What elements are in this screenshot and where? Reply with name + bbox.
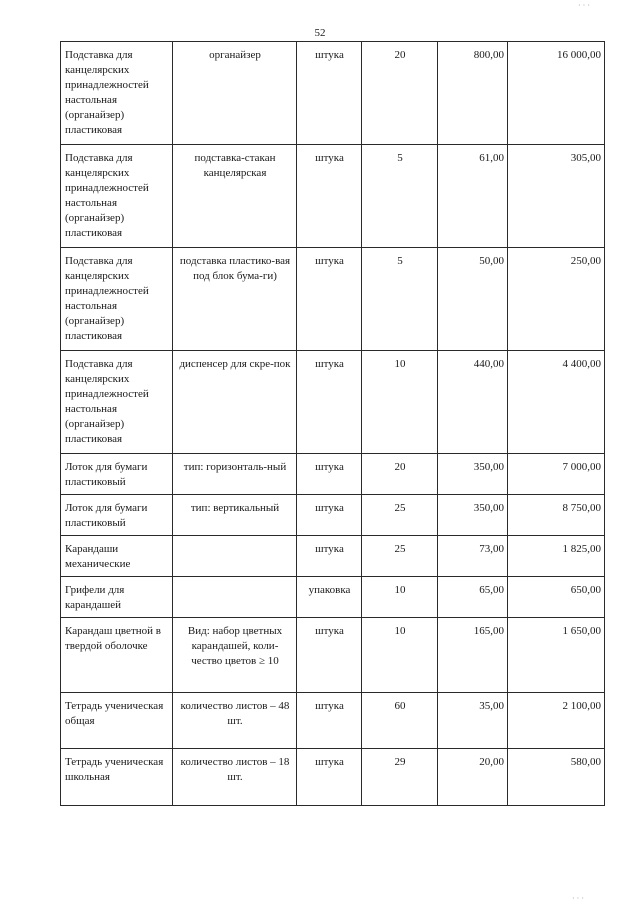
item-qty-cell: 25: [362, 495, 438, 536]
item-qty-cell: 20: [362, 42, 438, 145]
item-spec-cell: количество листов – 18 шт.: [173, 749, 297, 806]
item-qty-cell: 10: [362, 351, 438, 454]
item-name-cell: Карандаши механические: [61, 536, 173, 577]
table-row: [61, 145, 605, 248]
table-row: [61, 351, 605, 454]
table-row: [61, 693, 605, 749]
item-spec-cell: [173, 536, 297, 577]
item-price-cell: 65,00: [438, 577, 508, 618]
item-price-cell: 350,00: [438, 454, 508, 495]
item-unit-cell: штука: [297, 536, 362, 577]
table-row: [61, 749, 605, 806]
item-unit-cell: штука: [297, 693, 362, 749]
item-price-cell: 73,00: [438, 536, 508, 577]
item-qty-cell: 60: [362, 693, 438, 749]
item-price-cell: 61,00: [438, 145, 508, 248]
item-price-cell: 350,00: [438, 495, 508, 536]
item-total-cell: 1 650,00: [508, 618, 605, 693]
table-row: [61, 454, 605, 495]
item-spec-cell: подставка-стакан канцелярская: [173, 145, 297, 248]
table-row: [61, 536, 605, 577]
item-total-cell: 8 750,00: [508, 495, 605, 536]
item-name-cell: Грифели для карандашей: [61, 577, 173, 618]
item-qty-cell: 5: [362, 248, 438, 351]
item-unit-cell: упаковка: [297, 577, 362, 618]
item-unit-cell: штука: [297, 454, 362, 495]
item-name-cell: Подставка для канцелярских принадлежностей настольная (органайзер) пластиковая: [61, 42, 173, 145]
item-unit-cell: штука: [297, 495, 362, 536]
item-name-cell: Лоток для бумаги пластиковый: [61, 495, 173, 536]
table-row: [61, 495, 605, 536]
item-qty-cell: 29: [362, 749, 438, 806]
item-total-cell: 1 825,00: [508, 536, 605, 577]
item-unit-cell: штука: [297, 618, 362, 693]
table-row: [61, 577, 605, 618]
scan-mark-bottom: · · ·: [572, 894, 584, 903]
table-row: [61, 618, 605, 693]
item-total-cell: 7 000,00: [508, 454, 605, 495]
item-spec-cell: Вид: набор цветных карандашей, коли-чество цветов ≥ 10: [173, 618, 297, 693]
item-name-cell: Карандаш цветной в твердой оболочке: [61, 618, 173, 693]
scan-mark-top: · · ·: [578, 1, 590, 10]
item-total-cell: 650,00: [508, 577, 605, 618]
item-unit-cell: штука: [297, 248, 362, 351]
item-total-cell: 4 400,00: [508, 351, 605, 454]
item-name-cell: Подставка для канцелярских принадлежностей настольная (органайзер) пластиковая: [61, 351, 173, 454]
item-total-cell: 2 100,00: [508, 693, 605, 749]
item-total-cell: 305,00: [508, 145, 605, 248]
item-name-cell: Лоток для бумаги пластиковый: [61, 454, 173, 495]
table-row: [61, 248, 605, 351]
item-name-cell: Подставка для канцелярских принадлежностей настольная (органайзер) пластиковая: [61, 248, 173, 351]
procurement-table: [60, 41, 605, 806]
item-total-cell: 580,00: [508, 749, 605, 806]
item-qty-cell: 5: [362, 145, 438, 248]
item-unit-cell: штука: [297, 145, 362, 248]
item-price-cell: 800,00: [438, 42, 508, 145]
item-spec-cell: количество листов – 48 шт.: [173, 693, 297, 749]
item-unit-cell: штука: [297, 42, 362, 145]
item-unit-cell: штука: [297, 749, 362, 806]
item-total-cell: 250,00: [508, 248, 605, 351]
item-price-cell: 20,00: [438, 749, 508, 806]
item-spec-cell: тип: вертикальный: [173, 495, 297, 536]
item-spec-cell: подставка пластико-вая под блок бума-ги): [173, 248, 297, 351]
item-spec-cell: органайзер: [173, 42, 297, 145]
table-row: [61, 42, 605, 145]
item-qty-cell: 10: [362, 618, 438, 693]
item-name-cell: Тетрадь ученическая общая: [61, 693, 173, 749]
item-price-cell: 35,00: [438, 693, 508, 749]
item-spec-cell: тип: горизонталь-ный: [173, 454, 297, 495]
item-price-cell: 165,00: [438, 618, 508, 693]
item-name-cell: Тетрадь ученическая школьная: [61, 749, 173, 806]
item-name-cell: Подставка для канцелярских принадлежностей настольная (органайзер) пластиковая: [61, 145, 173, 248]
item-spec-cell: диспенсер для скре-пок: [173, 351, 297, 454]
page-number: 52: [314, 27, 326, 39]
item-spec-cell: [173, 577, 297, 618]
item-qty-cell: 25: [362, 536, 438, 577]
item-price-cell: 440,00: [438, 351, 508, 454]
item-price-cell: 50,00: [438, 248, 508, 351]
item-qty-cell: 20: [362, 454, 438, 495]
item-unit-cell: штука: [297, 351, 362, 454]
item-qty-cell: 10: [362, 577, 438, 618]
item-total-cell: 16 000,00: [508, 42, 605, 145]
